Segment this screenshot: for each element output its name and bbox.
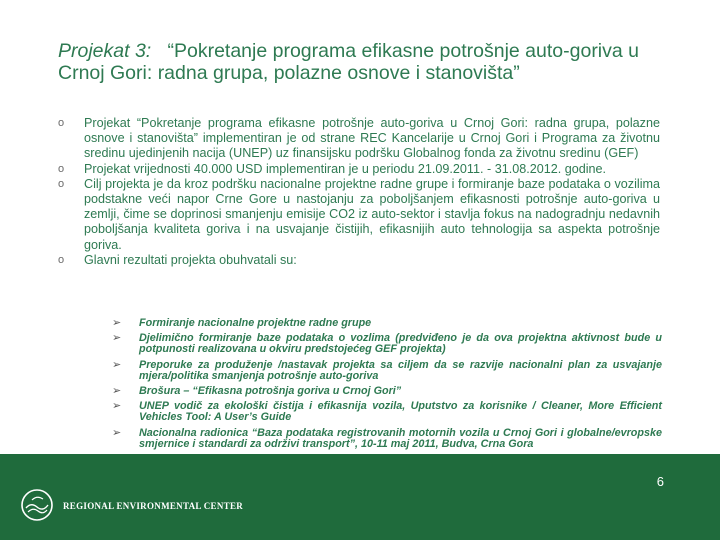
result-item bbox=[112, 428, 662, 450]
bullet-item bbox=[58, 162, 660, 177]
arrow-bullet-icon: ➢ bbox=[112, 385, 122, 398]
slide-title-text: “Pokretanje programa efikasne potrošnje auto-goriva u Crnoj Gori: radna grupa, polazne osnove i stanovišta” bbox=[58, 40, 639, 84]
slide-title bbox=[58, 40, 678, 84]
bullet-text: Projekat “Pokretanje programa efikasne potrošnje auto-goriva u Crnoj Gori: radna grupa, polazne osnove i stanovišta” implementiran je od strane REC Kancelarije u Crnoj Gori i Programa za životnu sredinu ujedinjenih nacija (UNEP) uz finansijsku podršku Globalnog fonda za životnu sredinu (GEF) bbox=[84, 116, 660, 161]
arrow-bullet-icon: ➢ bbox=[112, 358, 122, 371]
bullet-item bbox=[58, 253, 660, 268]
bullet-list bbox=[58, 116, 660, 268]
arrow-bullet-icon: ➢ bbox=[112, 332, 122, 345]
arrow-bullet-icon: ➢ bbox=[112, 317, 122, 329]
result-item bbox=[112, 386, 662, 397]
result-item bbox=[112, 318, 662, 329]
result-item bbox=[112, 333, 662, 355]
results-list bbox=[112, 318, 662, 454]
bullet-text: Projekat vrijednosti 40.000 USD implementiran je u periodu 21.09.2011. - 31.08.2012. godine. bbox=[84, 161, 607, 176]
result-text: Formiranje nacionalne projektne radne grupe bbox=[139, 317, 372, 329]
bullet-item bbox=[58, 177, 660, 253]
bullet-text: Cilj projekta je da kroz podršku nacionalne projektne radne grupe i formiranje baze podataka o vozilima podstakne veći napor Crne Gore u nastojanju za poboljšanjem efikasnosti potrošnje auto-goriva u zemlji, čime se doprinosi smanjenju emisije CO2 iz auto-sektor i stavlja fokus na nadogradnju nedavnih poboljšanja kvaliteta goriva i na usvajanje čistijih, efikasnijih auto tehnologija sa aspekta potrošnje goriva. bbox=[84, 176, 660, 252]
result-text: Preporuke za produženje /nastavak projekta sa ciljem da se razvije nacionalni plan za usvajanje mjera/politika smanjenja potrošnje auto-goriva bbox=[139, 358, 662, 382]
circle-bullet-icon: o bbox=[58, 253, 65, 266]
result-item bbox=[112, 360, 662, 382]
result-text: Nacionalna radionica “Baza podataka registrovanih motornih vozila u Crnoj Gori i globalne/evropske smjernice i standardi za održivi transport”, 10-11 maj 2011, Budva, Crna Gora bbox=[139, 426, 662, 450]
result-text: Brošura – “Efikasna potrošnja goriva u Crnoj Gori” bbox=[139, 385, 402, 398]
bullet-text: Glavni rezultati projekta obuhvatali su: bbox=[84, 252, 297, 267]
circle-bullet-icon: o bbox=[58, 117, 65, 129]
footer-bar bbox=[0, 454, 720, 540]
result-text: Djelimično formiranje baze podataka o vozlima (predviđeno je da ova projektna aktivnost bude u potpunosti realizovana u okviru predstojećeg GEF projekta) bbox=[139, 332, 662, 356]
arrow-bullet-icon: ➢ bbox=[112, 426, 122, 439]
organization-name: REGIONAL ENVIRONMENTAL CENTER bbox=[63, 501, 244, 511]
result-text: UNEP vodič za ekološki čistija i efikasnija vozila, Uputstvo za korisnike / Cleaner, More Efficient Vehicles Tool: A User’s Guide bbox=[139, 400, 662, 424]
circle-bullet-icon: o bbox=[58, 162, 65, 175]
page-number: 6 bbox=[656, 474, 664, 489]
circle-bullet-icon: o bbox=[58, 177, 65, 190]
bullet-item bbox=[58, 116, 660, 162]
result-item bbox=[112, 401, 662, 423]
rec-logo-icon bbox=[20, 488, 54, 522]
slide-title-lead: Projekat 3: bbox=[58, 40, 152, 62]
arrow-bullet-icon: ➢ bbox=[112, 400, 122, 413]
